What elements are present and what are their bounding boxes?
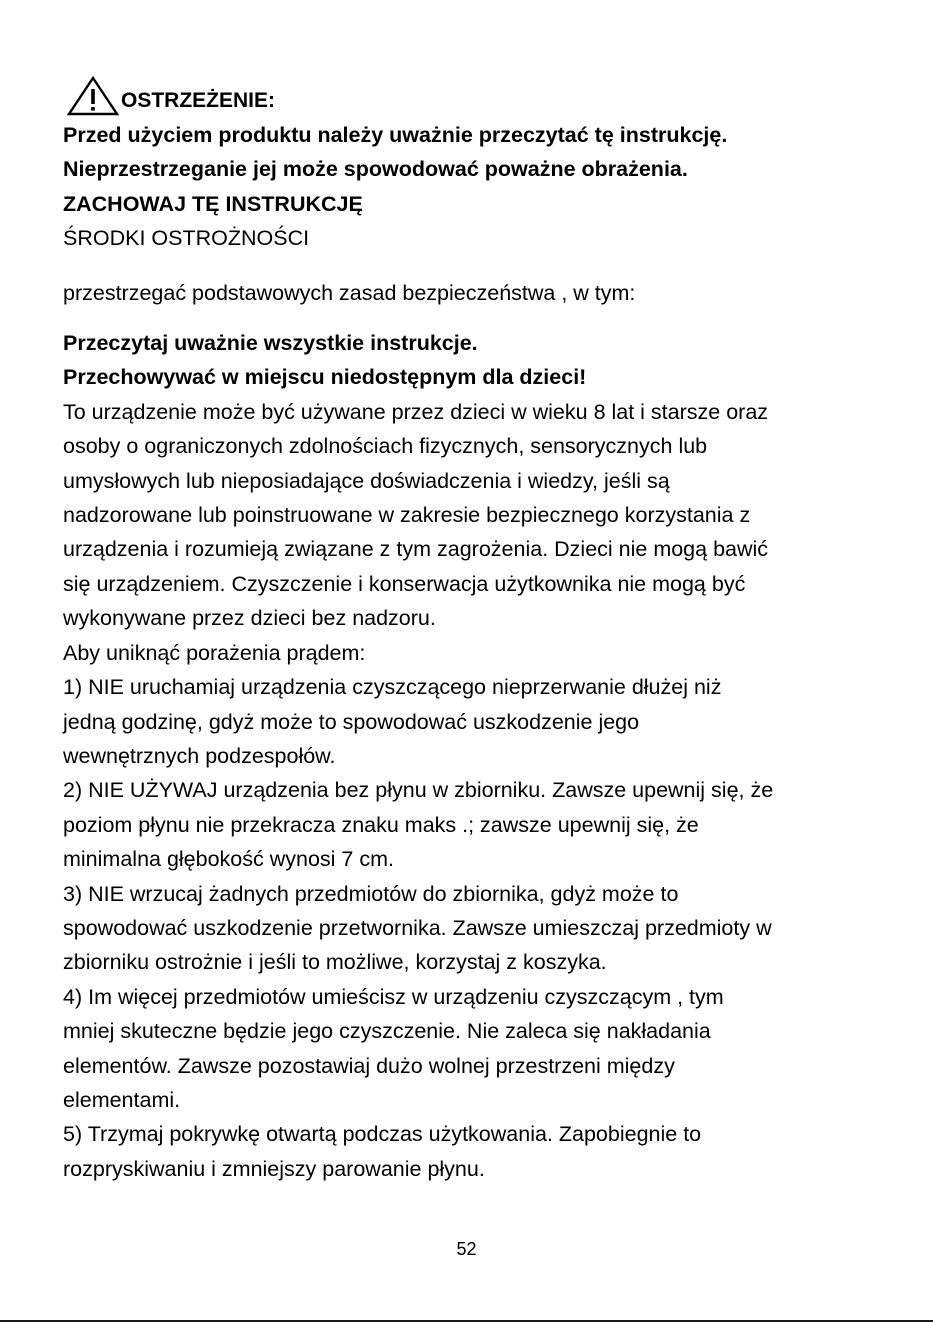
item-4-line: elementów. Zawsze pozostawiaj dużo wolnej przestrzeni między [63, 1053, 675, 1078]
electric-shock-heading: Aby uniknąć porażenia prądem: [63, 640, 366, 665]
item-5-line: 5) Trzymaj pokrywkę otwartą podczas użytkowania. Zapobiegnie to [63, 1122, 702, 1147]
safety-precautions-heading: ŚRODKI OSTROŻNOŚCI [63, 226, 310, 251]
item-1-line: 1) NIE uruchamiaj urządzenia czyszczącego nieprzerwanie dłużej niż [63, 675, 722, 700]
body-line: wykonywane przez dzieci bez nadzoru. [63, 606, 436, 631]
body-line: się urządzeniem. Czyszczenie i konserwacja użytkownika nie mogą być [63, 571, 746, 596]
instruction-keep-away-children: Przechowywać w miejscu niedostępnym dla dzieci! [63, 365, 587, 390]
item-3-line: spowodować uszkodzenie przetwornika. Zawsze umieszczaj przedmioty w [63, 915, 772, 940]
warning-title: OSTRZEŻENIE: [121, 89, 276, 112]
warning-triangle-icon [67, 76, 119, 116]
item-4-line: 4) Im więcej przedmiotów umieścisz w urządzeniu czyszczącym , tym [63, 984, 724, 1009]
intro-line-read-manual: Przed użyciem produktu należy uważnie przeczytać tę instrukcję. [63, 123, 728, 147]
document-page [63, 74, 883, 1186]
item-1-line: wewnętrznych podzespołów. [63, 743, 336, 768]
item-4-line: mniej skuteczne będzie jego czyszczenie. Nie zaleca się nakładania [63, 1019, 711, 1044]
item-2-line: 2) NIE UŻYWAJ urządzenia bez płynu w zbiorniku. Zawsze upewnij się, że [63, 778, 774, 803]
safety-principles-line: przestrzegać podstawowych zasad bezpieczeństwa , w tym: [63, 280, 636, 305]
page-number: 52 [456, 1239, 477, 1259]
instruction-read-all: Przeczytaj uważnie wszystkie instrukcje. [63, 331, 478, 356]
body-line: urządzenia i rozumieją związane z tym zagrożenia. Dzieci nie mogą bawić [63, 537, 769, 562]
body-line: To urządzenie może być używane przez dzieci w wieku 8 lat i starsze oraz [63, 399, 769, 424]
item-4-line: elementami. [63, 1087, 181, 1112]
item-3-line: 3) NIE wrzucaj żadnych przedmiotów do zbiornika, gdyż może to [63, 881, 679, 906]
body-line: umysłowych lub nieposiadające doświadczenia i wiedzy, jeśli są [63, 468, 670, 493]
item-2-line: minimalna głębokość wynosi 7 cm. [63, 847, 394, 872]
intro-line-keep-manual: ZACHOWAJ TĘ INSTRUKCJĘ [63, 191, 363, 216]
body-line: nadzorowane lub poinstruowane w zakresie bezpiecznego korzystania z [63, 503, 751, 528]
body-line: osoby o ograniczonych zdolnościach fizycznych, sensorycznych lub [63, 434, 708, 459]
bottom-divider [0, 1320, 933, 1322]
item-2-line: poziom płynu nie przekracza znaku maks .; zawsze upewnij się, że [63, 812, 699, 837]
intro-line-injury-warning: Nieprzestrzeganie jej może spowodować poważne obrażenia. [63, 157, 688, 182]
item-3-line: zbiorniku ostrożnie i jeśli to możliwe, korzystaj z koszyka. [63, 950, 607, 975]
warning-header [63, 74, 883, 116]
item-1-line: jedną godzinę, gdyż może to spowodować uszkodzenie jego [63, 709, 640, 734]
item-5-line: rozpryskiwaniu i zmniejszy parowanie płynu. [63, 1156, 485, 1181]
